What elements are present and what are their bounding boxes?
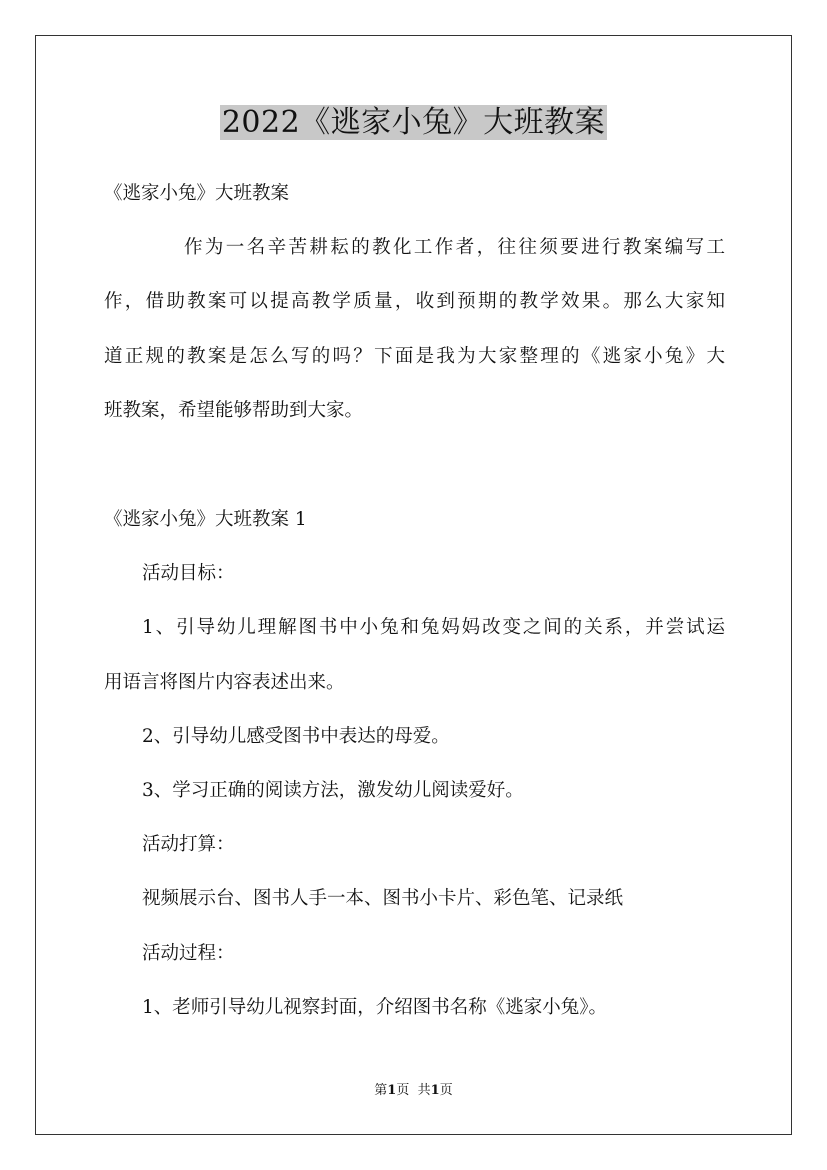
total-pages: 1 [430,1083,440,1098]
intro-line-2: 作，借助教案可以提高教学质量，收到预期的教学效果。那么大家知 [104,291,725,312]
body-line-process-label: 活动过程： [142,943,235,964]
document-subtitle: 《逃家小兔》大班教案 [104,183,290,204]
body-line-objective-1a: 1、引导幼儿理解图书中小兔和兔妈妈改变之间的关系，并尝试运 [142,617,725,638]
body-line-materials: 视频展示台、图书人手一本、图书小卡片、彩色笔、记录纸 [142,888,624,909]
body-line-preparation-label: 活动打算： [142,834,235,855]
intro-line-1: 作为一名辛苦耕耘的教化工作者，往往须要进行教案编写工 [184,237,725,258]
intro-line-4: 班教案，希望能够帮助到大家。 [104,400,364,421]
page-number: 1 [387,1083,397,1098]
body-line-objective-3: 3、学习正确的阅读方法，激发幼儿阅读爱好。 [142,780,524,801]
body-line-objective-1b: 用语言将图片内容表述出来。 [104,672,345,693]
document-title-text: 2022《逃家小兔》大班教案 [221,105,606,140]
document-title [0,103,827,143]
body-line-objective-2: 2、引导幼儿感受图书中表达的母爱。 [142,726,450,747]
section-heading: 《逃家小兔》大班教案 1 [104,509,307,530]
body-line-process-1: 1、老师引导幼儿视察封面，介绍图书名称《逃家小兔》。 [142,997,608,1018]
page-footer: 第1页 共1页 [374,1083,453,1098]
body-line-objectives-label: 活动目标： [142,563,235,584]
intro-line-3: 道正规的教案是怎么写的吗？下面是我为大家整理的《逃家小兔》大 [104,346,725,367]
